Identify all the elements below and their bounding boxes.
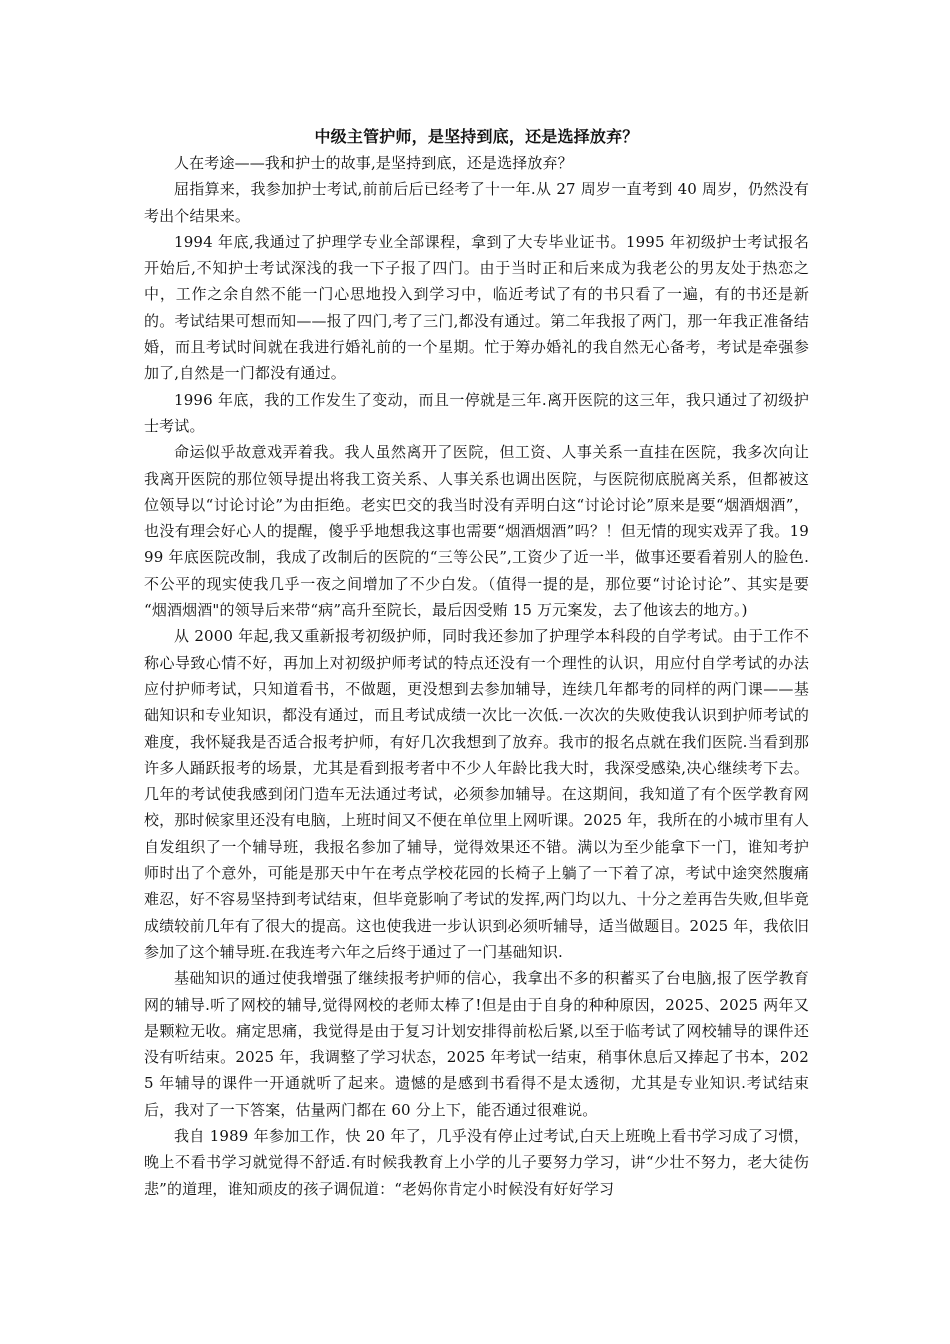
paragraph-1989: 我自 1989 年参加工作，快 20 年了，几乎没有停止过考试,白天上班晚上看书学习成了习惯，晚上不看书学习就觉得不舒适.有时候我教育上小学的儿子要努力学习，讲“少壮不努力，老大徒伤悲”的道理，谁知顽皮的孩子调侃道：“老妈你肯定小时候没有好好学习: [144, 1126, 809, 1198]
document-page: [144, 124, 809, 1202]
document-title: 中级主管护师，是坚持到底，还是选择放弃？: [314, 127, 639, 146]
paragraph-1996: 1996 年底，我的工作发生了变动，而且一停就是三年.离开医院的这三年，我只通过了初级护士考试。: [144, 390, 809, 435]
paragraph-basics: 基础知识的通过使我增强了继续报考护师的信心，我拿出不多的积蓄买了台电脑,报了医学教育网的辅导.听了网校的辅导,觉得网校的老师太棒了!但是由于自身的种种原因，2025、2025 两年又是颗粒无收。痛定思痛，我觉得是由于复习计划安排得前松后紧,以至于临考试了网校辅导的课件还没有听结束。2025 年，我调整了学习状态，2025 年考试一结束，稍事休息后又捧起了书本，2025 年辅导的课件一开通就听了起来。遗憾的是感到书看得不是太透彻，尤其是专业知识.考试结束后，我对了一下答案，估量两门都在 60 分上下，能否通过很难说。: [144, 969, 809, 1119]
paragraph-count: 屈指算来，我参加护士考试,前前后后已经考了十一年.从 27 周岁一直考到 40 周岁，仍然没有考出个结果来。: [144, 180, 809, 225]
paragraph-fate: 命运似乎故意戏弄着我。我人虽然离开了医院，但工资、人事关系一直挂在医院，我多次向让我离开医院的那位领导提出将我工资关系、人事关系也调出医院，与医院彻底脱离关系，但都被这位领导以“讨论讨论”为由拒绝。老实巴交的我当时没有弄明白这“讨论讨论”原来是要“烟酒烟酒”，也没有理会好心人的提醒，傻乎乎地想我这事也需要“烟酒烟酒”吗？！但无情的现实戏弄了我。1999 年底医院改制，我成了改制后的医院的“三等公民”,工资少了近一半，做事还要看着别人的脸色.不公平的现实使我几乎一夜之间增加了不少白发。（值得一提的是，那位要“讨论讨论”、其实是要 “烟酒烟酒"的领导后来带“病”高升至院长，最后因受贿 15 万元案发，去了他该去的地方。): [144, 443, 809, 620]
paragraph-2000: 从 2000 年起,我又重新报考初级护师，同时我还参加了护理学本科段的自学考试。由于工作不称心导致心情不好，再加上对初级护师考试的特点还没有一个理性的认识，用应付自学考试的办法应付护师考试，只知道看书，不做题，更没想到去参加辅导，连续几年都考的同样的两门课——基础知识和专业知识，都没有通过，而且考试成绩一次比一次低.一次次的失败使我认识到护师考试的难度，我怀疑我是否适合报考护师，有好几次我想到了放弃。我市的报名点就在我们医院.当看到那许多人踊跃报考的场景，尤其是看到报考者中不少人年龄比我大时，我深受感染,决心继续考下去。几年的考试使我感到闭门造车无法通过考试，必须参加辅导。在这期间，我知道了有个医学教育网校，那时候家里还没有电脑，上班时间又不便在单位里上网听课。2025 年，我所在的小城市里有人自发组织了一个辅导班，我报名参加了辅导，觉得效果还不错。满以为至少能拿下一门，谁知考护师时出了个意外，可能是那天中午在考点学校花园的长椅子上躺了一下着了凉，考试中途突然腹痛难忍，好不容易坚持到考试结束，但毕竟影响了考试的发挥,两门均以九、十分之差再告失败,但毕竟成绩较前几年有了很大的提高。这也使我进一步认识到必须听辅导，适当做题目。2025 年，我依旧参加了这个辅导班.在我连考六年之后终于通过了一门基础知识.: [144, 627, 809, 961]
paragraph-1994: 1994 年底,我通过了护理学专业全部课程，拿到了大专毕业证书。1995 年初级护士考试报名开始后,不知护士考试深浅的我一下子报了四门。由于当时正和后来成为我老公的男友处于热恋之中，工作之余自然不能一门心思地投入到学习中，临近考试了有的书只看了一遍，有的书还是新的。考试结果可想而知——报了四门,考了三门,都没有通过。第二年我报了两门，那一年我正准备结婚，而且考试时间就在我进行婚礼前的一个星期。忙于筹办婚礼的我自然无心备考，考试是牵强参加了,自然是一门都没有通过。: [144, 232, 809, 383]
paragraph-intro: 人在考途——我和护士的故事,是坚持到底，还是选择放弃？: [174, 154, 573, 172]
